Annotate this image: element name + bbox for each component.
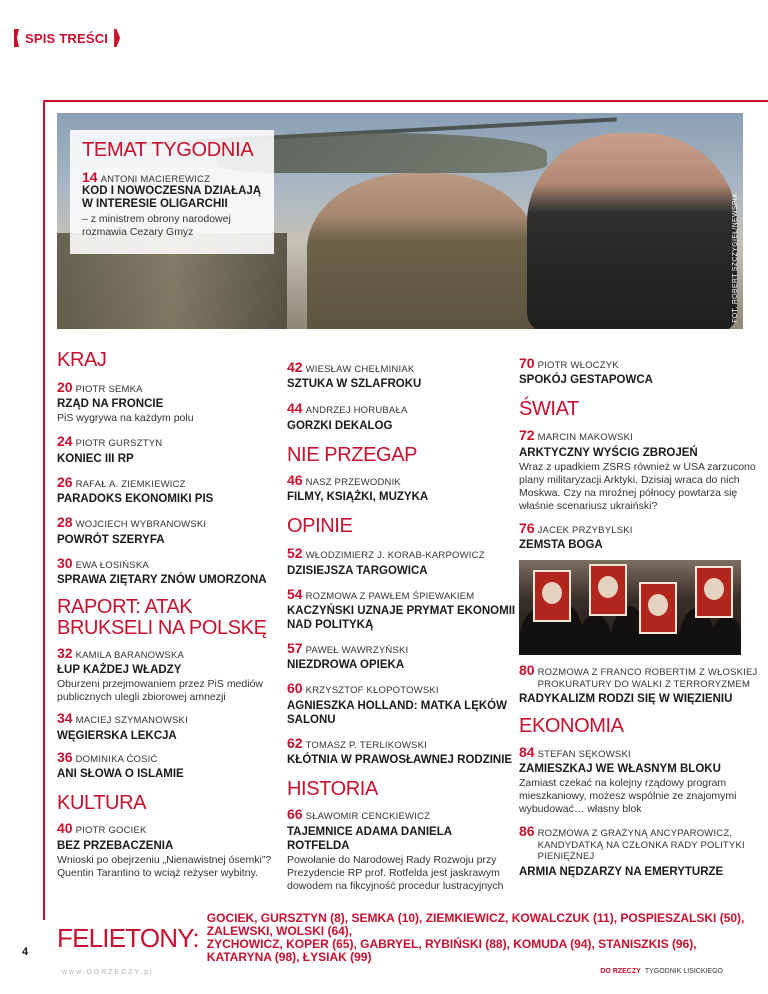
- toc-author: ROZMOWA Z FRANCO ROBERTIM Z WŁOSKIEJ PROKURATURY DO WALKI Z TERRORYZMEM: [537, 667, 758, 690]
- toc-page-number: 57: [287, 639, 303, 656]
- toc-item[interactable]: [519, 663, 759, 706]
- toc-item[interactable]: [287, 807, 517, 892]
- toc-item-byline: [57, 380, 287, 395]
- toc-page-number: 46: [287, 471, 303, 488]
- minister-figure: [307, 173, 537, 329]
- section-kultura: KULTURA: [57, 792, 147, 815]
- toc-page-number: 20: [57, 379, 73, 395]
- section-kraj: KRAJ: [57, 349, 107, 371]
- toc-item-byline: [287, 681, 517, 696]
- toc-page-number: 80: [519, 662, 535, 679]
- toc-item[interactable]: [287, 360, 517, 391]
- toc-page-number: 32: [57, 644, 73, 661]
- protest-sign: [639, 582, 677, 634]
- toc-item-byline: [287, 807, 517, 822]
- toc-item-byline: [57, 711, 287, 726]
- toc-item[interactable]: [519, 356, 759, 387]
- toc-item-byline: [57, 646, 287, 661]
- frame-left-rule: [43, 100, 45, 920]
- toc-item-byline: [287, 360, 517, 375]
- toc-desc: Oburzeni przejmowaniem przez PiS mediów publicznych ulegli zbiorowej amnezji: [57, 678, 263, 704]
- protest-sign: [695, 566, 733, 618]
- protest-sign: [589, 564, 627, 616]
- footer-brand: [600, 968, 723, 975]
- toc-page-number: 40: [57, 820, 73, 837]
- toc-item[interactable]: [287, 681, 517, 726]
- portrait-face: [542, 582, 562, 604]
- toc-title[interactable]: ŁUP KAŻDEJ WŁADZY: [57, 664, 182, 677]
- toc-item[interactable]: [519, 428, 759, 512]
- toc-desc: Zamiast czekać na kolejny rządowy program mieszkaniowy, możesz wspólnie ze znajomymi wybudować… własny blok: [519, 777, 737, 816]
- toc-author: MACIEJ SZYMANOWSKI: [75, 715, 188, 727]
- toc-title[interactable]: BEZ PRZEBACZENIA: [57, 839, 174, 852]
- toc-title[interactable]: ARKTYCZNY WYŚCIG ZBROJEŃ: [519, 446, 698, 459]
- toc-item[interactable]: [287, 641, 517, 672]
- toc-author: PIOTR SEMKA: [75, 384, 143, 395]
- toc-page-number: 28: [57, 514, 73, 531]
- toc-author: ANDRZEJ HORUBAŁA: [305, 405, 408, 417]
- featured-title[interactable]: KOD I NOWOCZESNA DZIAŁAJĄ W INTERESIE OLIGARCHII: [82, 185, 262, 211]
- featured-author: ANTONI MACIEREWICZ: [100, 174, 211, 185]
- toc-title[interactable]: PARADOKS EKONOMIKI PIS: [57, 493, 214, 506]
- toc-item-byline: [287, 546, 517, 561]
- toc-item-byline: [287, 473, 517, 488]
- toc-item-byline: [57, 475, 287, 490]
- toc-item[interactable]: [519, 521, 759, 552]
- toc-item[interactable]: [287, 546, 517, 577]
- toc-author: WOJCIECH WYBRANOWSKI: [75, 519, 207, 531]
- toc-item[interactable]: [287, 587, 517, 632]
- toc-title[interactable]: ARMIA NĘDZARZY NA EMERYTURZE: [519, 865, 724, 878]
- protest-photo: [519, 560, 741, 655]
- toc-page-number: 86: [519, 823, 535, 840]
- toc-desc: PiS wygrywa na każdym polu: [57, 412, 194, 425]
- section-raport: RAPORT: ATAK BRUKSELI NA POLSKĘ: [57, 595, 267, 639]
- toc-author: STEFAN SĘKOWSKI: [537, 748, 631, 760]
- toc-title[interactable]: SPRAWA ZIĘTARY ZNÓW UMORZONA: [57, 573, 267, 586]
- toc-author: EWA ŁOSIŃSKA: [75, 559, 149, 571]
- toc-item-byline: [287, 736, 517, 751]
- toc-page-number: 24: [57, 433, 73, 450]
- toc-item[interactable]: [519, 745, 759, 816]
- photo-credit: FOT. ROBERT SZCZYGIEŁ/NEWSPIX: [732, 193, 739, 323]
- toc-item-byline: [519, 521, 759, 536]
- toc-item[interactable]: [57, 821, 287, 879]
- column-3: [519, 350, 759, 879]
- portrait-face: [648, 594, 668, 616]
- section-swiat: ŚWIAT: [519, 398, 579, 421]
- toc-author: PAWEŁ WAWRZYŃSKI: [305, 644, 409, 656]
- toc-page-number: 66: [287, 806, 303, 823]
- toc-author: ROZMOWA Z PAWŁEM ŚPIEWAKIEM: [305, 590, 475, 602]
- toc-item-byline: [287, 401, 517, 416]
- toc-author: JACEK PRZYBYLSKI: [537, 524, 633, 536]
- toc-item[interactable]: [519, 824, 759, 878]
- toc-item-byline: [57, 556, 287, 571]
- toc-item[interactable]: [57, 475, 287, 506]
- veiled-figure: [709, 616, 741, 655]
- toc-page-number: 72: [519, 427, 535, 444]
- footer-tagline: TYGODNIK LISICKIEGO: [644, 968, 723, 975]
- felietony-line-1: GOCIEK, GURSZTYN (8), SEMKA (10), ZIEMKIEWICZ, KOWALCZUK (11), POSPIESZALSKI (50), ZALEWSKI, WOLSKI (64),: [206, 911, 745, 938]
- toc-page-number: 34: [57, 710, 73, 727]
- toc-item[interactable]: [57, 646, 287, 704]
- toc-title[interactable]: RADYKALIZM RODZI SIĘ W WIĘZIENIU: [519, 692, 733, 705]
- featured-box: [70, 130, 274, 254]
- protest-sign: [533, 570, 571, 622]
- toc-page-number: 42: [287, 359, 303, 375]
- page-number: 4: [22, 946, 29, 958]
- toc-title[interactable]: ZEMSTA BOGA: [519, 539, 603, 552]
- toc-author: PIOTR GURSZTYN: [75, 438, 163, 450]
- toc-title[interactable]: KŁÓTNIA W PRAWOSŁAWNEJ RODZINIE: [287, 754, 513, 767]
- toc-item[interactable]: [57, 515, 287, 546]
- toc-page-number: 52: [287, 545, 303, 562]
- section-tag: [14, 28, 120, 48]
- toc-author: RAFAŁ A. ZIEMKIEWICZ: [75, 478, 186, 490]
- toc-author: DOMINIKA ĆOSIĆ: [75, 753, 158, 765]
- toc-title[interactable]: SPOKÓJ GESTAPOWCA: [519, 374, 653, 387]
- toc-title[interactable]: ANI SŁOWA O ISLAMIE: [57, 768, 184, 781]
- toc-item-byline: [519, 356, 759, 371]
- toc-item-byline: [57, 434, 287, 449]
- toc-page-number: 54: [287, 585, 303, 602]
- toc-item[interactable]: [57, 711, 287, 742]
- toc-item-byline: [57, 515, 287, 530]
- toc-item-byline: [519, 663, 759, 690]
- section-nie-przegap: NIE PRZEGAP: [287, 443, 418, 466]
- frame-top-rule: [43, 100, 768, 102]
- toc-title[interactable]: SZTUKA W SZLAFROKU: [287, 378, 422, 391]
- toc-author: WIESŁAW CHEŁMINIAK: [305, 364, 415, 375]
- toc-item-byline: [57, 750, 287, 765]
- toc-author: MARCIN MAKOWSKI: [537, 432, 633, 444]
- toc-item[interactable]: [287, 401, 517, 432]
- toc-desc: Wnioski po obejrzeniu „Nienawistnej ósemki”? Quentin Tarantino to wciąż reżyser wybitny.: [57, 853, 272, 879]
- toc-title[interactable]: KACZYŃSKI UZNAJE PRYMAT EKONOMII NAD POLITYKĄ: [287, 604, 516, 631]
- toc-author: TOMASZ P. TERLIKOWSKI: [305, 739, 427, 751]
- section-tag-label: SPIS TREŚCI: [19, 31, 114, 46]
- section-historia: HISTORIA: [287, 778, 378, 801]
- veiled-figure: [577, 614, 613, 655]
- toc-item[interactable]: [57, 750, 287, 781]
- toc-item-byline: [287, 587, 517, 602]
- portrait-face: [598, 576, 618, 598]
- toc-title[interactable]: FILMY, KSIĄŻKI, MUZYKA: [287, 491, 429, 504]
- toc-page-number: 44: [287, 400, 303, 417]
- toc-author: KRZYSZTOF KŁOPOTOWSKI: [305, 685, 439, 697]
- toc-title[interactable]: AGNIESZKA HOLLAND: MATKA LĘKÓW SALONU: [287, 699, 507, 726]
- felietony-line-2: ZYCHOWICZ, KOPER (65), GABRYEL, RYBIŃSKI (88), KOMUDA (94), STANISZKIS (96), KATARYNA (98), ŁYSIAK (99): [206, 937, 697, 964]
- toc-page-number: 76: [519, 519, 535, 536]
- soldier-figure: [527, 133, 737, 329]
- featured-page-number: 14: [82, 169, 98, 185]
- featured-section: TEMAT TYGODNIA: [82, 139, 254, 161]
- toc-page-number: 62: [287, 734, 303, 751]
- toc-page-number: 60: [287, 680, 303, 697]
- toc-item[interactable]: [57, 556, 287, 587]
- toc-title[interactable]: NIEZDROWA OPIEKA: [287, 659, 405, 672]
- portrait-face: [704, 578, 724, 600]
- toc-desc: Powołanie do Narodowej Rady Rozwoju przy Prezydencie RP prof. Rotfelda jest jaskrawym dowodem na fikcyjność procedur lustracyjnych: [287, 853, 504, 892]
- tag-right-arrow-icon: [114, 29, 120, 47]
- toc-author: PIOTR WŁOCZYK: [537, 360, 619, 371]
- toc-page-number: 84: [519, 743, 535, 760]
- toc-page-number: 70: [519, 355, 535, 371]
- toc-item[interactable]: [287, 473, 517, 504]
- section-opinie: OPINIE: [287, 515, 353, 538]
- footer-website[interactable]: www.DORZECZY.pl: [62, 969, 154, 976]
- toc-item-byline: [519, 428, 759, 443]
- toc-title[interactable]: POWRÓT SZERYFA: [57, 533, 165, 546]
- section-ekonomia: EKONOMIA: [519, 714, 624, 737]
- toc-author: WŁODZIMIERZ J. KORAB-KARPOWICZ: [305, 550, 485, 562]
- footer-brand-name: DO RZECZY: [600, 968, 641, 975]
- toc-item-byline: [57, 821, 287, 836]
- felietony-names: [207, 912, 757, 964]
- toc-author: KAMILA BARANOWSKA: [75, 649, 185, 661]
- toc-item[interactable]: [57, 380, 287, 425]
- toc-title[interactable]: TAJEMNICE ADAMA DANIELA ROTFELDA: [287, 825, 452, 852]
- toc-item-byline: [519, 745, 759, 760]
- toc-page-number: 36: [57, 748, 73, 765]
- toc-item-byline: [287, 641, 517, 656]
- felietony-label: FELIETONY:: [57, 922, 199, 953]
- toc-item[interactable]: [57, 434, 287, 465]
- toc-page-number: 30: [57, 554, 73, 571]
- column-1: [57, 350, 287, 880]
- featured-byline: [82, 170, 262, 185]
- column-2: [287, 350, 517, 893]
- toc-title[interactable]: RZĄD NA FRONCIE: [57, 398, 164, 411]
- toc-item[interactable]: [287, 736, 517, 767]
- toc-author: ROZMOWA Z GRAŻYNĄ ANCYPAROWICZ, KANDYDATKĄ NA CZŁONKA RADY POLITYKI PIENIĘŻNEJ: [537, 828, 745, 863]
- toc-author: SŁAWOMIR CENCKIEWICZ: [305, 811, 431, 823]
- toc-item-byline: [519, 824, 759, 862]
- toc-title[interactable]: WĘGIERSKA LEKCJA: [57, 729, 177, 742]
- featured-desc: – z ministrem obrony narodowej rozmawia Cezary Gmyz: [82, 213, 231, 239]
- toc-author: NASZ PRZEWODNIK: [305, 476, 401, 488]
- felietony-bar: [57, 911, 757, 964]
- toc-title[interactable]: ZAMIESZKAJ WE WŁASNYM BLOKU: [519, 763, 721, 776]
- toc-page-number: 26: [57, 473, 73, 490]
- toc-title[interactable]: KONIEC III RP: [57, 452, 134, 465]
- toc-title[interactable]: DZISIEJSZA TARGOWICA: [287, 564, 428, 577]
- toc-desc: Wraz z upadkiem ZSRS również w USA zarzucono plany militaryzacji Arktyki. Dzisiaj wraca do nich Moskwa. Czy na mroźnej północy powtarza się właśnie scenariusz ukraiński?: [519, 460, 756, 512]
- toc-title[interactable]: GORZKI DEKALOG: [287, 419, 393, 432]
- toc-author: PIOTR GOCIEK: [75, 825, 147, 837]
